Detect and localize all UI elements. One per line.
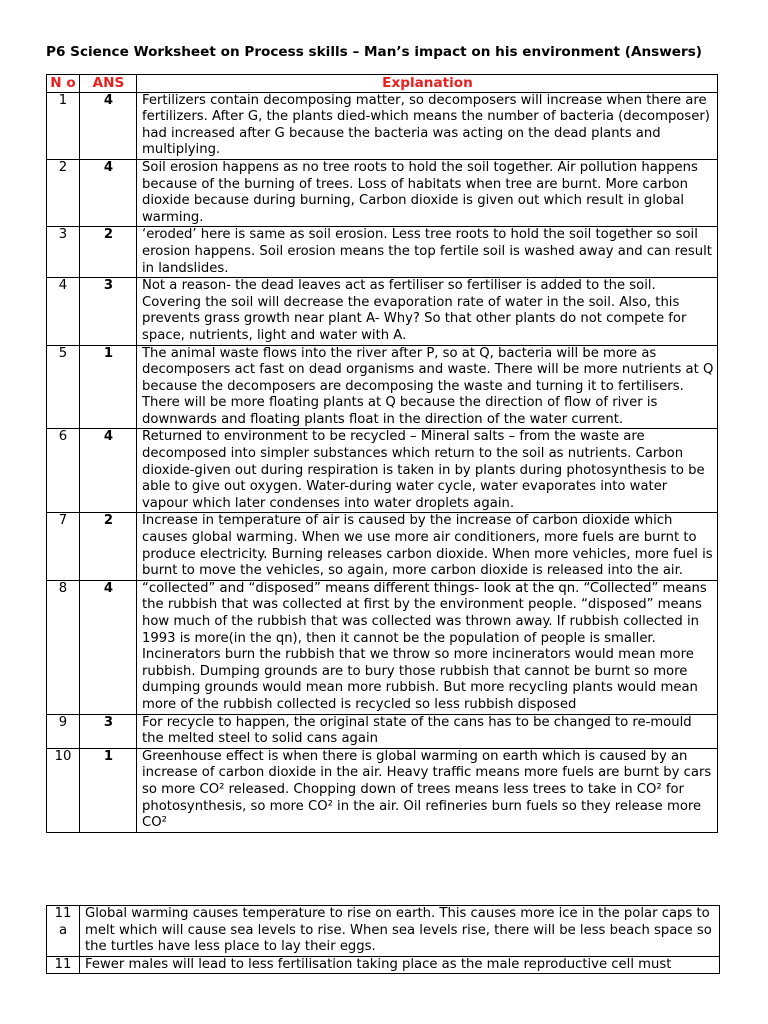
- answers-table-continued: [46, 905, 720, 974]
- table-row: [47, 956, 720, 974]
- explanation-text: Fertilizers contain decomposing matter, so decomposers will increase when there are fertilizers. After G, the plants died-which means the number of bacteria (decomposer) had increased after G because the bacteria was acting on the dead plants and multiplying.: [137, 92, 718, 159]
- explanation-text: “collected” and “disposed” means different things- look at the qn. “Collected” means the rubbish that was collected at first by the environment people. “disposed” means how much of the rubbish that was collected was thrown away. If rubbish collected in 1993 is more(in the qn), then it cannot be the population of people is smaller. Incinerators burn the rubbish that we throw so more incinerators would mean more rubbish. Dumping grounds are to bury those rubbish that cannot be burnt so more dumping grounds would mean more rubbish. But more recycling plants would mean more of the rubbish collected is recycled so less rubbish disposed: [137, 580, 718, 714]
- question-number: 8: [47, 580, 80, 714]
- header-no: N o: [47, 75, 80, 93]
- answer-value: 4: [80, 92, 137, 159]
- table-row: [47, 513, 718, 580]
- question-number: 3: [47, 227, 80, 278]
- page-title: P6 Science Worksheet on Process skills – Man’s impact on his environment (Answers): [46, 44, 703, 60]
- question-number: 2: [47, 159, 80, 226]
- explanation-text: Not a reason- the dead leaves act as fertiliser so fertiliser is added to the soil. Covering the soil will decrease the evaporation rate of water in the soil. Also, this prevents grass growth near plant A- Why? So that other plants do not compete for space, nutrients, light and water with A.: [137, 278, 718, 345]
- table-row: [47, 714, 718, 748]
- question-number: 1: [47, 92, 80, 159]
- answer-value: 3: [80, 278, 137, 345]
- answer-value: 1: [80, 345, 137, 429]
- table-row: [47, 906, 720, 957]
- table-row: [47, 748, 718, 832]
- explanation-text: The animal waste flows into the river after P, so at Q, bacteria will be more as decomposers act fast on dead organisms and waste. There will be more nutrients at Q because the decomposers are decomposing the waste and turning it to fertilisers. There will be more floating plants at Q because the direction of flow of river is downwards and floating plants float in the direction of the water current.: [137, 345, 718, 429]
- table-row: [47, 345, 718, 429]
- table-row: [47, 429, 718, 513]
- answer-value: 1: [80, 748, 137, 832]
- table-row: [47, 92, 718, 159]
- question-number: 9: [47, 714, 80, 748]
- answer-value: 4: [80, 159, 137, 226]
- question-number: 11 a: [47, 906, 80, 957]
- table-header-row: [47, 75, 718, 93]
- explanation-text: ‘eroded’ here is same as soil erosion. Less tree roots to hold the soil together so soil erosion happens. Soil erosion means the top fertile soil is washed away and can result in landslides.: [137, 227, 718, 278]
- table-row: [47, 159, 718, 226]
- header-ans: ANS: [80, 75, 137, 93]
- answer-value: 4: [80, 580, 137, 714]
- table-row: [47, 227, 718, 278]
- answer-value: 2: [80, 513, 137, 580]
- explanation-text: Greenhouse effect is when there is global warming on earth which is caused by an increase of carbon dioxide in the air. Heavy traffic means more fuels are burnt by cars so more CO² released. Chopping down of trees means less trees to take in CO² for photosynthesis, so more CO² in the air. Oil refineries burn fuels so they release more CO²: [137, 748, 718, 832]
- explanation-text: Soil erosion happens as no tree roots to hold the soil together. Air pollution happens because of the burning of trees. Loss of habitats when tree are burnt. More carbon dioxide because during burning, Carbon dioxide is given out which result in global warming.: [137, 159, 718, 226]
- question-number: 6: [47, 429, 80, 513]
- explanation-text: Increase in temperature of air is caused by the increase of carbon dioxide which causes global warming. When we use more air conditioners, more fuels are burnt to produce electricity. Burning releases carbon dioxide. When more vehicles, more fuel is burnt to move the vehicles, so again, more carbon dioxide is released into the air.: [137, 513, 718, 580]
- explanation-text: For recycle to happen, the original state of the cans has to be changed to re-mould the melted steel to solid cans again: [137, 714, 718, 748]
- table-row: [47, 580, 718, 714]
- question-number: 10: [47, 748, 80, 832]
- explanation-text: Global warming causes temperature to rise on earth. This causes more ice in the polar caps to melt which will cause sea levels to rise. When sea levels rise, there will be less beach space so the turtles have less place to lay their eggs.: [80, 906, 720, 957]
- table-row: [47, 278, 718, 345]
- answer-value: 4: [80, 429, 137, 513]
- header-explanation: Explanation: [137, 75, 718, 93]
- explanation-text: Returned to environment to be recycled – Mineral salts – from the waste are decomposed into simpler substances which return to the soil as nutrients. Carbon dioxide-given out during respiration is taken in by plants during photosynthesis to be able to give out oxygen. Water-during water cycle, water evaporates into water vapour which later condenses into water droplets again.: [137, 429, 718, 513]
- question-number: 4: [47, 278, 80, 345]
- question-number: 7: [47, 513, 80, 580]
- answers-table: [46, 74, 718, 833]
- answer-value: 3: [80, 714, 137, 748]
- answer-value: 2: [80, 227, 137, 278]
- explanation-text: Fewer males will lead to less fertilisation taking place as the male reproductive cell must: [80, 956, 720, 974]
- question-number: 5: [47, 345, 80, 429]
- question-number: 11: [47, 956, 80, 974]
